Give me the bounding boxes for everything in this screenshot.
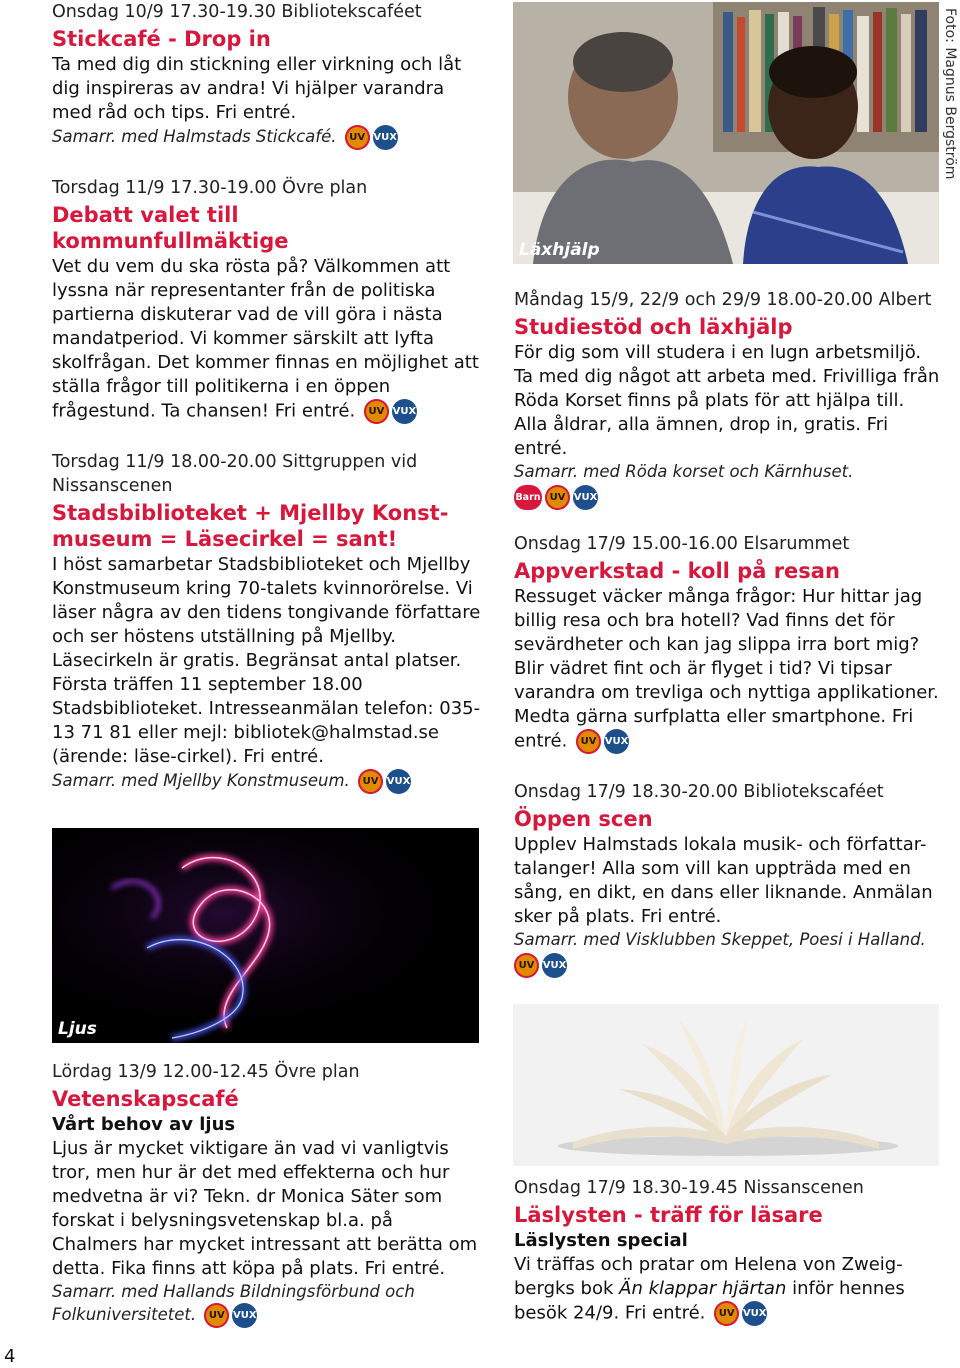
event-time: Onsdag 17/9 15.00-16.00 Elsarummet [514, 534, 850, 554]
event-description: Vi träffas och pratar om Helena von Zweig-bergks bok Än klappar hjärtan inför hennes besök 24/9. Fri entré. UV VUX [514, 1253, 942, 1326]
left-column [52, 0, 482, 794]
photo-credit: Foto: Magnus Bergström [942, 8, 958, 180]
vux-logo-icon: VUX [742, 1301, 767, 1326]
event-partner: Samarr. med Röda korset och Kärnhuset. [514, 462, 854, 481]
uv-logo-icon: UV [714, 1301, 739, 1326]
event-title: Vetenskapscafé [52, 1087, 239, 1111]
event-description: Upplev Halmstads lokala musik- och författar-talanger! Alla som vill kan uppträda med en sång, en dikt, en dans eller liknande. Anmälan sker på plats. Fri entré. [514, 834, 933, 927]
light-streak-image [52, 828, 479, 1043]
vux-logo-icon: VUX [386, 769, 411, 794]
event-debatt [52, 176, 482, 424]
event-title: Stickcafé - Drop in [52, 27, 271, 51]
event-laslysten [514, 1176, 942, 1326]
uv-logo-icon: UV [345, 125, 370, 150]
event-title: Appverkstad - koll på resan [514, 559, 840, 583]
vux-logo-icon: VUX [542, 953, 567, 978]
event-subtitle: Läslysten special [514, 1230, 688, 1251]
event-time: Onsdag 10/9 17.30-19.30 Bibliotekscaféet [52, 2, 422, 22]
event-description: Ta med dig din stickning eller virkning och låt dig inspireras av andra! Vi hjälper varandra med råd och tips. Fri entré. [52, 54, 462, 123]
photo-ljus [52, 828, 479, 1043]
photo-caption: Läxhjälp [519, 240, 600, 260]
uv-logo-icon: UV [576, 729, 601, 754]
event-time: Onsdag 17/9 18.30-20.00 Bibliotekscaféet [514, 782, 884, 802]
photo-laxhjalp [513, 2, 939, 264]
vux-logo-icon: VUX [373, 125, 398, 150]
event-title: Debatt valet till kommunfullmäktige [52, 203, 289, 253]
book-title: Än klappar hjärtan [619, 1278, 787, 1299]
page-number: 4 [4, 1346, 16, 1367]
event-description: Vet du vem du ska rösta på? Välkommen att lyssna när representanter från de politiska partierna diskuterar vad de vill göra i nästa mandatperiod. Vi kommer särskilt att lyfta skolfrågan. Det kommer finnas en möjlighet att ställa frågor till politikerna i en öppen frågestund. Ta chansen! Fri entré. UV VUX [52, 255, 482, 424]
event-badges [514, 485, 942, 510]
event-stickcafe [52, 0, 482, 150]
event-subtitle: Vårt behov av ljus [52, 1114, 236, 1135]
vux-logo-icon: VUX [232, 1303, 257, 1328]
uv-logo-icon: UV [364, 399, 389, 424]
event-title: Studiestöd och läxhjälp [514, 315, 793, 339]
event-description: För dig som vill studera i en lugn arbetsmiljö. Ta med dig något att arbeta med. Frivilliga från Röda Korset finns på plats för att hjälpa till. Alla åldrar, alla ämnen, drop in, gratis. Fri entré. [514, 342, 940, 459]
right-column-bottom [514, 1176, 942, 1326]
event-title: Stadsbiblioteket + Mjellby Konst-museum = Läsecirkel = sant! [52, 501, 449, 551]
event-time: Torsdag 11/9 18.00-20.00 Sittgruppen vid Nissanscenen [52, 452, 418, 496]
event-appverkstad [514, 532, 942, 754]
uv-logo-icon: UV [545, 485, 570, 510]
event-partner: Samarr. med Halmstads Stickcafé. UV VUX [52, 125, 482, 150]
photo-book [513, 1004, 939, 1166]
event-badges [514, 953, 942, 978]
left-column-bottom [52, 1060, 482, 1328]
event-time: Onsdag 17/9 18.30-19.45 Nissanscenen [514, 1178, 864, 1198]
event-description: I höst samarbetar Stadsbiblioteket och Mjellby Konstmuseum kring 70-talets kvinnorörelse. Vi läser några av den tidens tongivande författare och ser höstens utställning på Mjellby. Läsecirkeln är gratis. Begränsat antal platser. Första träffen 11 september 18.00 Stadsbiblioteket. Intresseanmälan telefon: 035-13 71 81 eller mejl: bibliotek@halmstad.se (ärende: läse-cirkel). Fri entré. [52, 554, 481, 767]
photo-caption: Ljus [58, 1019, 97, 1039]
event-title: Öppen scen [514, 807, 653, 831]
event-time: Måndag 15/9, 22/9 och 29/9 18.00-20.00 Albert [514, 290, 932, 310]
open-book-image [513, 1004, 939, 1166]
event-description: Ljus är mycket viktigare än vad vi vanligtvis tror, men hur är det med effekterna och hur medvetna är vi? Tekn. dr Monica Säter som forskat i belysningsvetenskap bl.a. på Chalmers har mycket intressant att berätta om detta. Fika finns att köpa på plats. Fri entré. [52, 1138, 478, 1279]
event-lasecirkel [52, 450, 482, 794]
event-time: Torsdag 11/9 17.30-19.00 Övre plan [52, 178, 368, 198]
right-column [514, 288, 942, 978]
event-partner: Samarr. med Visklubben Skeppet, Poesi i Halland. [514, 930, 926, 949]
event-partner: Samarr. med Mjellby Konstmuseum. UV VUX [52, 769, 482, 794]
uv-logo-icon: UV [204, 1303, 229, 1328]
barn-logo-icon: Barn [514, 485, 542, 510]
event-vetenskapscafe [52, 1060, 482, 1328]
event-studiestod [514, 288, 942, 510]
event-oppen-scen [514, 780, 942, 978]
vux-logo-icon: VUX [604, 729, 629, 754]
uv-logo-icon: UV [514, 953, 539, 978]
homework-help-image [513, 2, 939, 264]
event-description: Ressuget väcker många frågor: Hur hittar jag billig resa och bra hotell? Vad finns det för sevärdheter och kan jag slippa irra bort mig? Blir vädret fint och är flyget i tid? Vi tipsar varandra om trevliga och nyttiga applikationer. Medta gärna surfplatta eller smartphone. Fri entré. UV VUX [514, 585, 942, 754]
vux-logo-icon: VUX [392, 399, 417, 424]
event-partner: Samarr. med Hallands Bildningsförbund och Folkuniversitetet. UV VUX [52, 1281, 482, 1328]
event-time: Lördag 13/9 12.00-12.45 Övre plan [52, 1062, 360, 1082]
uv-logo-icon: UV [358, 769, 383, 794]
vux-logo-icon: VUX [573, 485, 598, 510]
event-title: Läslysten - träff för läsare [514, 1203, 823, 1227]
